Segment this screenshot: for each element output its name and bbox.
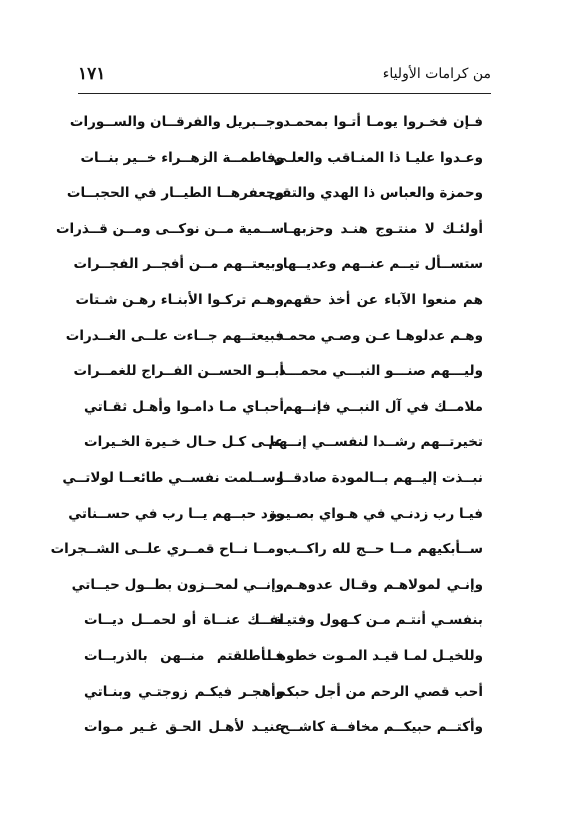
verse-first-hemistich: فيـا رب زدنـي في هـواي بصـيرة (269, 505, 483, 522)
verse-first-hemistich: أحب قصي الرحم من أجل حبكم (276, 683, 483, 700)
verse-row (84, 680, 483, 716)
verse-first-hemistich: وللخيـل لمـا قيـد المـوت خطوهـا (266, 647, 483, 664)
verse-second-hemistich: فبيعتــهم جــاءت علــى الغــدرات (65, 327, 284, 344)
verse-second-hemistich: وجــبريل والفرقــان والســورات (69, 114, 284, 130)
verse-row (62, 466, 483, 502)
verse-first-hemistich: بنفسـي أنتـم مـن كـهول وفتيـة (273, 612, 483, 629)
verse-second-hemistich: ســمية مــن نوكــى ومــن قــذرات (55, 220, 284, 237)
verse-row (75, 288, 483, 324)
verse-row (73, 359, 483, 395)
verse-first-hemistich: ملامــك في آل النبــي فإنــهم (283, 398, 483, 415)
verse-row (73, 252, 483, 288)
verse-row (50, 537, 483, 573)
verse-first-hemistich: ســأبكيهم مــا حــج لله راكــب (283, 541, 483, 558)
verse-second-hemistich: وجعفرهــا الطيــار في الحجبــات (66, 185, 284, 202)
verse-row (84, 644, 483, 680)
verse-second-hemistich: لفــك عنــاة أو لحمــل ديــات (84, 612, 284, 629)
verse-second-hemistich: أحبـاي مـا دامـوا وأهـل ثقـاتي (84, 398, 284, 415)
running-header (78, 64, 491, 90)
verse-first-hemistich: وعـدوا عليـا ذا المنـاقب والعلـى (273, 149, 483, 166)
verse-row (84, 395, 483, 431)
header-rule (78, 93, 491, 94)
verse-first-hemistich: وأكتــم حبيكــم مخافــة كاشــح (279, 719, 483, 736)
verse-second-hemistich: وإنــي لمحــزون بطــول حيــاتي (71, 576, 284, 593)
verse-row (84, 715, 483, 751)
verse-second-hemistich: أبــو الحســن الفــراج للغمــرات (73, 363, 284, 380)
verse-row (71, 573, 483, 609)
verse-first-hemistich: وحمزة والعباس ذا الهدي والتقى (268, 185, 483, 202)
page-number: ١٧١ (78, 64, 106, 84)
verse-first-hemistich: هم منعوا الآباء عن أخذ حقهم (283, 291, 483, 308)
verse-second-hemistich: ومــا نــاح قمــري علــى الشــجرات (50, 541, 284, 558)
running-title: من كرامات الأولياء (382, 66, 491, 82)
verse-row (84, 608, 483, 644)
verse-second-hemistich: وهـم تركـوا الأبنـاء رهـن شـتات (75, 291, 284, 308)
verse-second-hemistich: عنيـد لأهـل الحـق غـير مـوات (84, 719, 284, 736)
verse-first-hemistich: وإنـي لمولاهـم وقـال عدوهـم (283, 576, 483, 593)
verse-first-hemistich: تخيرتــهم رشــدا لنفســي إنــهم (268, 434, 483, 451)
verse-second-hemistich: فــأطلقتم منــهن بالذربــات (84, 647, 284, 664)
verse-row (84, 430, 483, 466)
verse-first-hemistich: وليـــهم صنـــو النبـــي محمـــد (278, 363, 483, 380)
verse-second-hemistich: وســلمت نفســي طائعــا لولاتــي (62, 469, 284, 486)
verse-row (68, 502, 483, 538)
verse-row (65, 324, 483, 360)
poem-body (50, 110, 483, 751)
verse-row (55, 217, 483, 253)
verse-second-hemistich: وبيعتــهم مــن أفجــر الفجــرات (73, 256, 284, 273)
verse-first-hemistich: وهـم عدلوهـا عـن وصـي محمـد (276, 327, 483, 344)
verse-first-hemistich: ستســأل تيــم عنــهم وعديــها (282, 256, 483, 273)
verse-second-hemistich: وفاطمــة الزهــراء خــير بنــات (80, 149, 284, 166)
verse-row (66, 181, 483, 217)
verse-first-hemistich: أولئـك لا منتـوج هنـد وحزبهـا (283, 220, 483, 237)
verse-row (80, 146, 483, 182)
verse-first-hemistich: فـإن فخـروا يومـا أتـوا بمحمـد (283, 114, 483, 130)
verse-second-hemistich: وزد حبــهم يــا رب في حســناتي (68, 505, 284, 522)
verse-second-hemistich: وأهجـر فيكـم زوجتـي وبنـاتي (84, 683, 284, 700)
verse-row (69, 110, 483, 146)
verse-first-hemistich: نبــذت إليــهم بــالمودة صادقــا (278, 469, 483, 486)
verse-second-hemistich: علـى كـل حـال خـيرة الخـيرات (84, 434, 284, 451)
